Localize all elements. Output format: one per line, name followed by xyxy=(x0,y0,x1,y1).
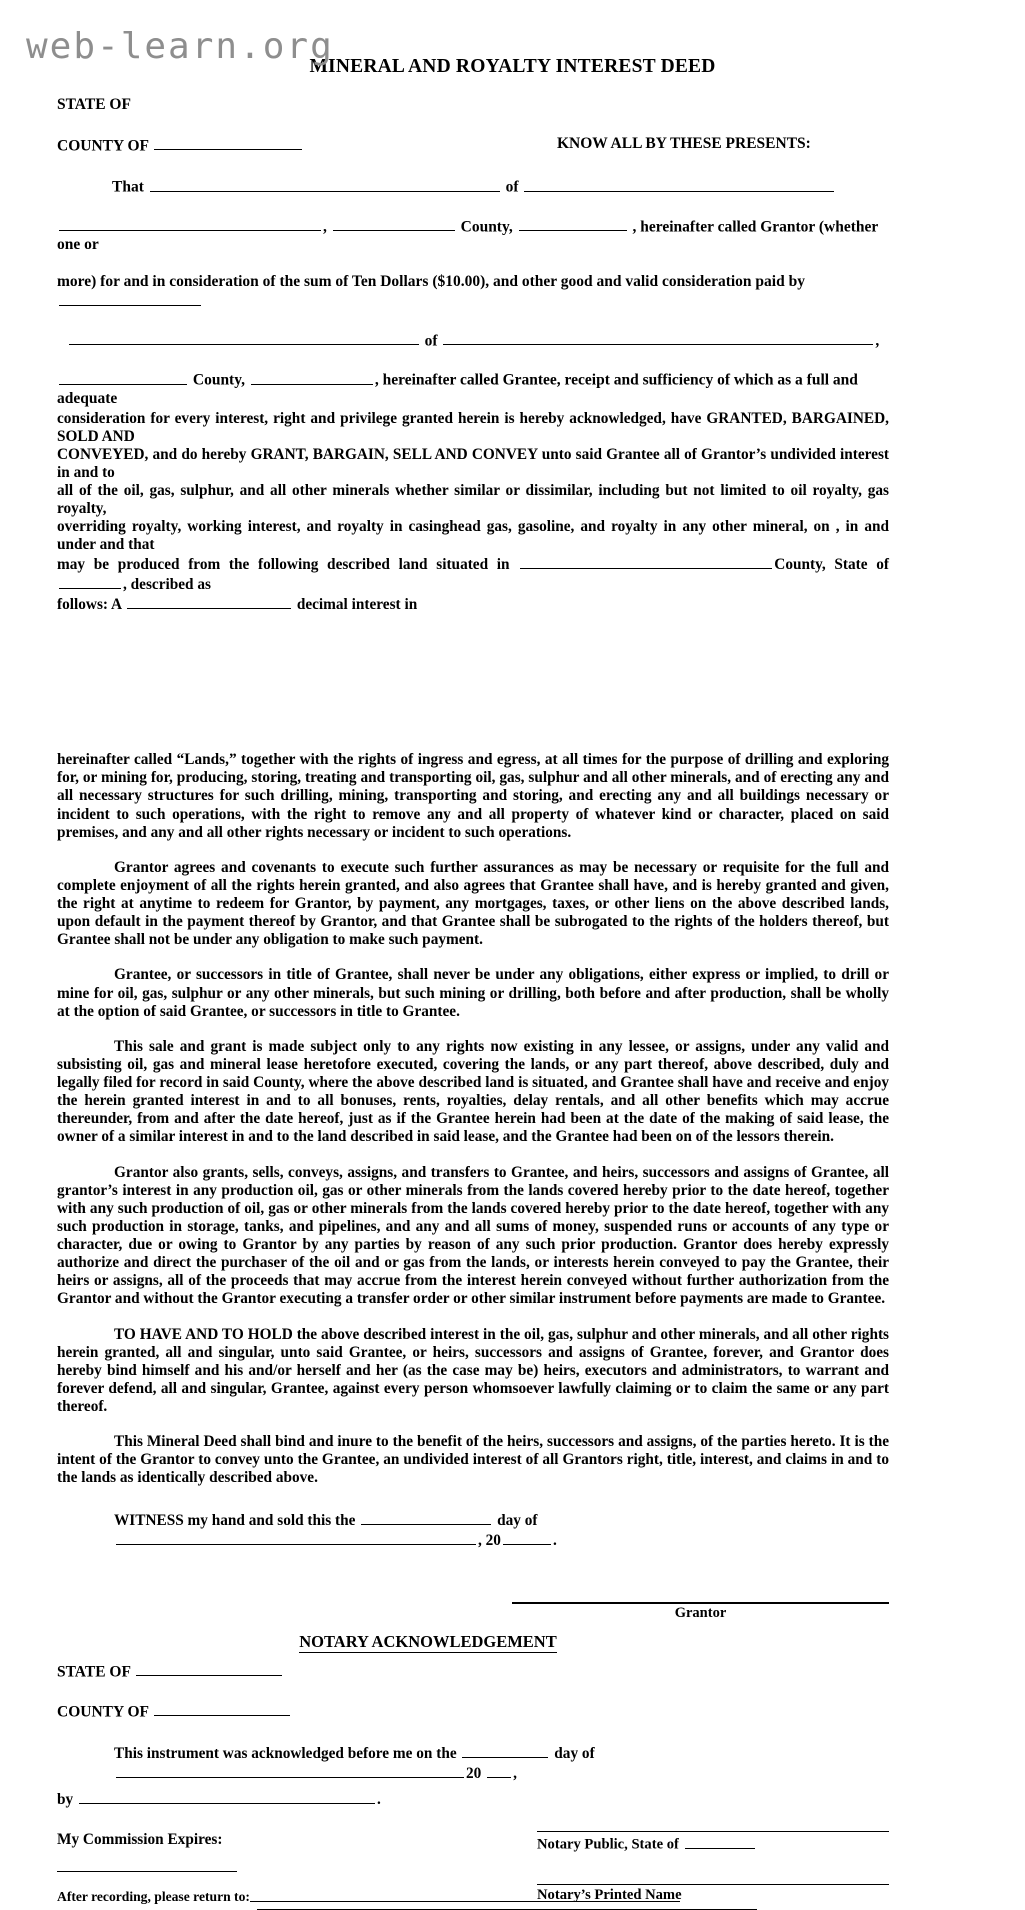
notary-acknowledgement-heading: NOTARY ACKNOWLEDGEMENT xyxy=(299,1631,557,1651)
grantor-address-blank[interactable] xyxy=(524,176,834,191)
watermark-weblearn: web-learn.org xyxy=(26,26,334,67)
witness-day-blank[interactable] xyxy=(361,1510,491,1525)
paid-by-blank[interactable] xyxy=(59,291,201,306)
land-state-blank[interactable] xyxy=(59,574,121,589)
granting-line-2: CONVEYED, and do hereby GRANT, BARGAIN, SELL AND CONVEY unto said Grantee all of Grantor’s undivided interest in and to xyxy=(57,445,889,481)
comma-2: , xyxy=(875,332,880,350)
consideration-row xyxy=(57,273,889,311)
consideration-text: more) for and in consideration of the sum of Ten Dollars ($10.00), and other good and valid consideration paid by xyxy=(57,272,805,290)
acknowledgement-text-b: day of xyxy=(554,1745,595,1763)
county-word-2: County, xyxy=(192,371,245,389)
county-of-label: COUNTY OF xyxy=(57,137,149,155)
grantor-state-blank[interactable] xyxy=(519,216,627,231)
notary-state-row xyxy=(57,1661,889,1681)
grantor-signature-label: Grantor xyxy=(674,1604,727,1621)
bind-and-inure-paragraph: This Mineral Deed shall bind and inure to the benefit of the heirs, successors and assigns, of the parties hereto. It is the intent of the Grantor to convey unto the Grantee, an undivided interest of all Grantors right, title, interest, and claims in and to the lands as identically described above. xyxy=(57,1433,889,1487)
grantee-state-blank[interactable] xyxy=(251,369,373,384)
decimal-interest-blank[interactable] xyxy=(127,594,291,609)
grantor-address2-blank[interactable] xyxy=(59,216,321,231)
that-row xyxy=(57,176,889,196)
after-recording-label: After recording, please return to: xyxy=(57,1889,250,1905)
granting-line-1: consideration for every interest, right and privilege granted herein is hereby acknowledged, have GRANTED, BARGAINED, SOLD AND xyxy=(57,409,889,445)
page-title: MINERAL AND ROYALTY INTEREST DEED xyxy=(309,56,716,77)
notary-printed-name-label: Notary’s Printed Name xyxy=(537,1886,682,1903)
ack-by-blank[interactable] xyxy=(79,1789,375,1804)
after-recording-line-2[interactable] xyxy=(257,1909,757,1910)
follows-a-text: follows: A xyxy=(57,596,122,614)
notary-county-blank[interactable] xyxy=(154,1701,290,1716)
granting-clause xyxy=(57,410,889,615)
situated-in-text: may be produced from the following described land situated in xyxy=(57,555,510,573)
county-word-1: County, xyxy=(460,217,513,235)
habendum-paragraph: TO HAVE AND TO HOLD the above described interest in the oil, gas, sulphur and other minerals, and all other rights herein granted, all and singular, unto said Grantee, or heirs, successors and assigns of Grantee, forever, and Grantor does hereby bind himself and his and/or herself and her (as the case may be) heirs, executors and administrators, to warrant and forever defend, all and singular, Grantee, against every person whomsoever lawfully claiming or to claim the same or any part thereof. xyxy=(57,1325,889,1416)
notary-county-row xyxy=(57,1701,889,1721)
witness-text-a: WITNESS my hand and sold this the xyxy=(114,1511,356,1529)
county-of-blank[interactable] xyxy=(154,135,302,150)
county-know-all-row xyxy=(57,135,889,155)
grantee-address-blank[interactable] xyxy=(443,330,873,345)
that-label: That xyxy=(112,178,144,196)
witness-text-b: day of xyxy=(497,1511,538,1529)
acknowledged-by-row xyxy=(57,1789,889,1809)
notary-public-state-blank[interactable] xyxy=(685,1834,755,1848)
grantor-county-blank[interactable] xyxy=(333,216,455,231)
notary-state-label: STATE OF xyxy=(57,1662,131,1680)
grantee-county-row xyxy=(57,369,889,407)
granting-line-3: all of the oil, gas, sulphur, and all other minerals whether similar or dissimilar, including but not limited to oil royalty, gas royalty, xyxy=(57,481,889,517)
document-body xyxy=(57,96,889,1910)
grantor-county-row xyxy=(57,216,889,254)
of-label-1: of xyxy=(505,178,519,196)
after-recording-blank[interactable] xyxy=(250,1888,680,1901)
notary-column-spacer xyxy=(537,1854,889,1884)
notary-printed-name-line[interactable] xyxy=(537,1884,889,1885)
of-label-2: of xyxy=(424,332,438,350)
state-of-label: STATE OF xyxy=(57,96,131,113)
acknowledgement-text-a: This instrument was acknowledged before me on the xyxy=(114,1745,457,1763)
grantor-signature-block xyxy=(57,1602,889,1646)
granting-line-4: overriding royalty, working interest, and royalty in casinghead gas, gasoline, and royalty in any other mineral, on , in and under and that xyxy=(57,517,889,553)
witness-text-d: . xyxy=(552,1531,557,1549)
grantee-county-blank[interactable] xyxy=(59,369,187,384)
notary-public-line[interactable] xyxy=(537,1831,889,1832)
grantee-clause-text: , hereinafter called Grantee, receipt and sufficiency of which as a full and adequate xyxy=(57,371,858,407)
granting-line-5 xyxy=(57,554,889,594)
granting-line-6 xyxy=(57,594,889,614)
covenants-paragraph: Grantor agrees and covenants to execute such further assurances as may be necessary or requisite for the full and complete enjoyment of all the rights herein granted, and also agrees that Grantee shall have, and is hereby granted and given, the right at anytime to redeem for Grantor, by payment, any mortgages, taxes, or other liens on the above described lands, upon default in the payment thereof by Grantor, and that Grantee shall be subrogated to the rights of the holders thereof, but Grantee shall not be under any obligation to make such payment. xyxy=(57,858,889,949)
witness-row xyxy=(57,1510,889,1550)
described-as-text: , described as xyxy=(123,576,211,594)
ack-day-blank[interactable] xyxy=(462,1743,548,1758)
grantor-name-blank[interactable] xyxy=(150,176,500,191)
notary-state-blank[interactable] xyxy=(136,1661,282,1676)
by-label: by xyxy=(57,1791,74,1809)
no-obligation-paragraph: Grantee, or successors in title of Grantee, shall never be under any obligations, either express or implied, to drill or mine for oil, gas, sulphur or any other minerals, but such mining or drilling, both before and after production, shall be wholly at the option of said Grantee, or successors in title to Grantee. xyxy=(57,966,889,1020)
after-recording-row xyxy=(57,1888,889,1909)
county-state-of-text: County, State of xyxy=(774,555,889,573)
witness-text-c: , 20 xyxy=(478,1531,501,1549)
notary-county-label: COUNTY OF xyxy=(57,1703,149,1721)
grantee-name-blank[interactable] xyxy=(69,330,419,345)
acknowledgement-text-c: 20 xyxy=(466,1765,482,1783)
commission-expires-line[interactable] xyxy=(57,1871,237,1872)
acknowledgement-text-d: , xyxy=(513,1765,517,1783)
witness-year-blank[interactable] xyxy=(503,1530,551,1545)
subject-to-lease-paragraph: This sale and grant is made subject only to any rights now existing in any lessee, or assigns, under any valid and subsisting oil, gas and mineral lease heretofore executed, covering the lands, or any part thereof, above described, duly and legally filed for record in said County, where the above described land is situated, and Grantee shall have and receive and enjoy the herein granted interest in and to all bonuses, rents, royalties, delay rentals, and all other benefits which may accrue thereunder, from and after the date hereof, just as if the Grantee herein had been at the date of the making of said lease, the owner of a similar interest in and to the land described in said lease, and the Grantee had been on of the lessors therein. xyxy=(57,1037,889,1146)
grantor-signature-line[interactable] xyxy=(512,1602,889,1604)
also-grants-paragraph: Grantor also grants, sells, conveys, assigns, and transfers to Grantee, and heirs, successors and assigns of Grantee, all grantor’s interest in any production oil, gas or other minerals from the lands covered hereby prior to the date hereof, together with any such production of oil, gas or other minerals from the lands covered hereby prior to the date hereof, together with any such production in storage, tanks, and pipelines, and any and all sums of money, suspended runs or accounts of any type or character, due or owing to Grantor by any parties by reason of any such prior production. Grantor does hereby expressly authorize and direct the purchaser of the oil and or gas from the lands, or interests herein conveyed to pay the Grantee, their heirs or assigns, all of the proceeds that may accrue from the interest herein conveyed without further authorization from the Grantor and without the Grantor executing a transfer order or other similar instrument before payments are made to Grantee. xyxy=(57,1163,889,1308)
lands-paragraph: hereinafter called “Lands,” together with the rights of ingress and egress, at all times for the purpose of drilling and exploring for, or mining for, producing, storing, treating and transporting oil, gas, sulphur and all other minerals, and of erecting any and all necessary structures for such drilling, mining, transporting and storing, and erecting any and all buildings necessary or incident to such operations, with the right to remove any and all property of whatever kind or character, placed on said premises, and any and all other rights necessary or incident to such operations. xyxy=(57,751,889,841)
commission-expires-label: My Commission Expires: xyxy=(57,1831,223,1849)
grantee-of-row xyxy=(57,330,889,350)
notary-public-label: Notary Public, State of xyxy=(537,1834,889,1853)
land-county-blank[interactable] xyxy=(520,554,772,569)
decimal-interest-text: decimal interest in xyxy=(296,596,418,614)
county-of-field xyxy=(57,135,557,155)
by-period: . xyxy=(376,1791,381,1809)
comma-1: , xyxy=(323,217,327,235)
know-all-label: KNOW ALL BY THESE PRESENTS: xyxy=(557,135,811,152)
acknowledgement-row xyxy=(57,1743,889,1783)
ack-year-blank[interactable] xyxy=(487,1763,511,1778)
legal-description-space[interactable] xyxy=(57,614,889,734)
grantor-clause-text: , hereinafter called Grantor (whether one or xyxy=(57,217,879,253)
ack-month-blank[interactable] xyxy=(116,1763,464,1778)
witness-month-blank[interactable] xyxy=(116,1530,476,1545)
